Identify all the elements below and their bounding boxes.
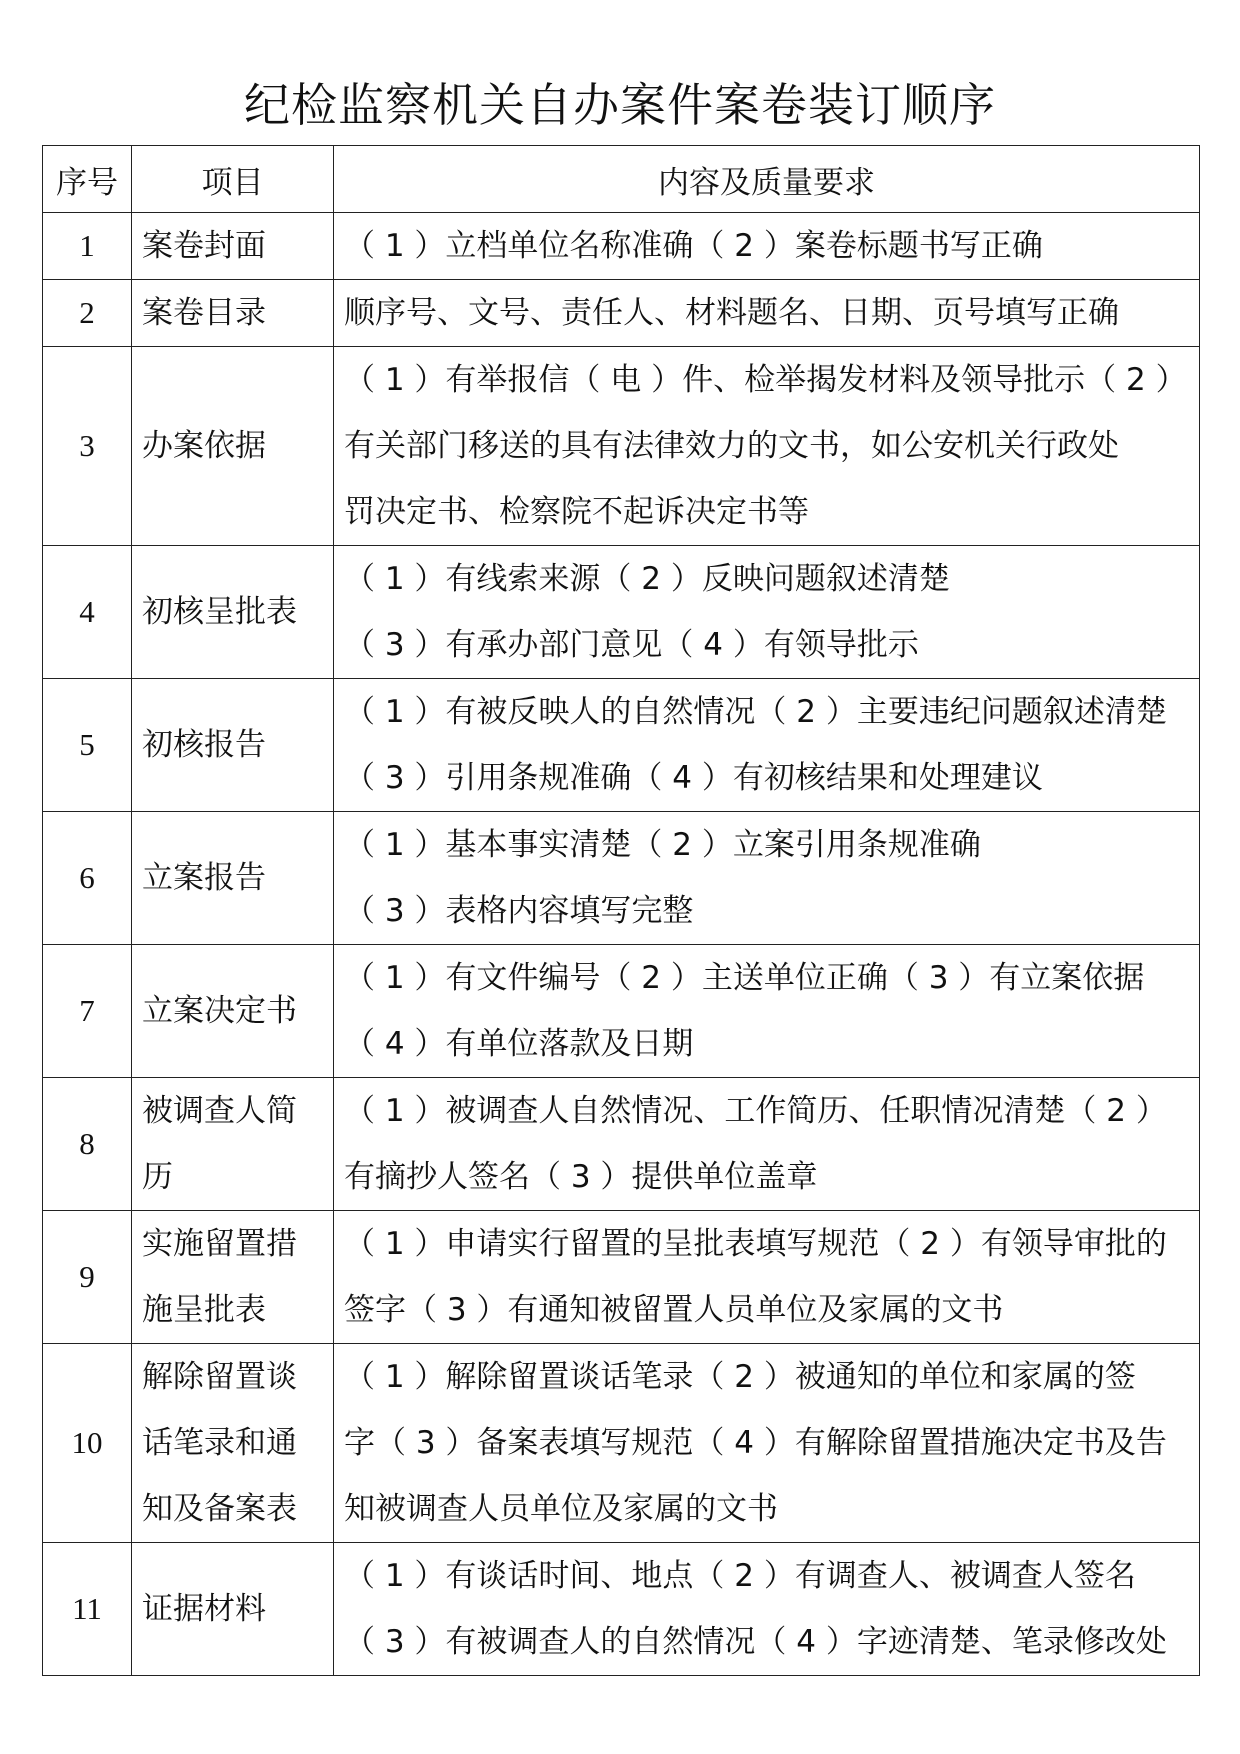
row-item: 立案报告 — [132, 812, 334, 945]
table-header-row — [43, 146, 1200, 213]
row-description: （ 1 ）有举报信（ 电 ）件、检举揭发材料及领导批示（ 2 ） 有关部门移送的具有法律效力的文书，如公安机关行政处 罚决定书、检察院不起诉决定书等 — [334, 347, 1200, 546]
row-number: 4 — [43, 546, 132, 679]
row-description: （ 1 ）立档单位名称准确（ 2 ）案卷标题书写正确 — [334, 213, 1200, 280]
table-row — [43, 812, 1200, 945]
table-row — [43, 679, 1200, 812]
table-row — [43, 347, 1200, 546]
row-item: 案卷目录 — [132, 280, 334, 347]
row-number: 6 — [43, 812, 132, 945]
row-description: （ 1 ）基本事实清楚（ 2 ）立案引用条规准确 （ 3 ）表格内容填写完整 — [334, 812, 1200, 945]
table-row — [43, 546, 1200, 679]
row-description: （ 1 ）被调查人自然情况、工作简历、任职情况清楚（ 2 ） 有摘抄人签名（ 3 ）提供单位盖章 — [334, 1078, 1200, 1211]
table-row — [43, 1078, 1200, 1211]
table-row — [43, 945, 1200, 1078]
row-item: 被调查人简 历 — [132, 1078, 334, 1211]
row-number: 3 — [43, 347, 132, 546]
page-title: 纪检监察机关自办案件案卷装订顺序 — [244, 78, 996, 132]
row-description: （ 1 ）解除留置谈话笔录（ 2 ）被通知的单位和家属的签 字（ 3 ）备案表填写规范（ 4 ）有解除留置措施决定书及告 知被调查人员单位及家属的文书 — [334, 1344, 1200, 1543]
row-number: 7 — [43, 945, 132, 1078]
row-description: （ 1 ）有谈话时间、地点（ 2 ）有调查人、被调查人签名 （ 3 ）有被调查人的自然情况（ 4 ）字迹清楚、笔录修改处 — [334, 1543, 1200, 1676]
header-serial-number: 序号 — [43, 146, 132, 213]
table-row — [43, 213, 1200, 280]
row-item: 立案决定书 — [132, 945, 334, 1078]
row-number: 5 — [43, 679, 132, 812]
table-row — [43, 1211, 1200, 1344]
row-description: 顺序号、文号、责任人、材料题名、日期、页号填写正确 — [334, 280, 1200, 347]
row-number: 10 — [43, 1344, 132, 1543]
row-number: 1 — [43, 213, 132, 280]
row-item: 初核呈批表 — [132, 546, 334, 679]
row-item: 案卷封面 — [132, 213, 334, 280]
row-description: （ 1 ）申请实行留置的呈批表填写规范（ 2 ）有领导审批的 签字（ 3 ）有通知被留置人员单位及家属的文书 — [334, 1211, 1200, 1344]
row-item: 办案依据 — [132, 347, 334, 546]
row-number: 11 — [43, 1543, 132, 1676]
row-number: 9 — [43, 1211, 132, 1344]
row-item: 解除留置谈 话笔录和通 知及备案表 — [132, 1344, 334, 1543]
row-description: （ 1 ）有被反映人的自然情况（ 2 ）主要违纪问题叙述清楚 （ 3 ）引用条规准确（ 4 ）有初核结果和处理建议 — [334, 679, 1200, 812]
binding-order-table — [42, 145, 1200, 1676]
table-row — [43, 280, 1200, 347]
row-description: （ 1 ）有文件编号（ 2 ）主送单位正确（ 3 ）有立案依据 （ 4 ）有单位落款及日期 — [334, 945, 1200, 1078]
row-number: 8 — [43, 1078, 132, 1211]
header-item: 项目 — [132, 146, 334, 213]
table-row — [43, 1344, 1200, 1543]
row-item: 实施留置措 施呈批表 — [132, 1211, 334, 1344]
row-item: 初核报告 — [132, 679, 334, 812]
header-content-requirements: 内容及质量要求 — [334, 146, 1200, 213]
row-number: 2 — [43, 280, 132, 347]
row-item: 证据材料 — [132, 1543, 334, 1676]
table-row — [43, 1543, 1200, 1676]
row-description: （ 1 ）有线索来源（ 2 ）反映问题叙述清楚 （ 3 ）有承办部门意见（ 4 ）有领导批示 — [334, 546, 1200, 679]
